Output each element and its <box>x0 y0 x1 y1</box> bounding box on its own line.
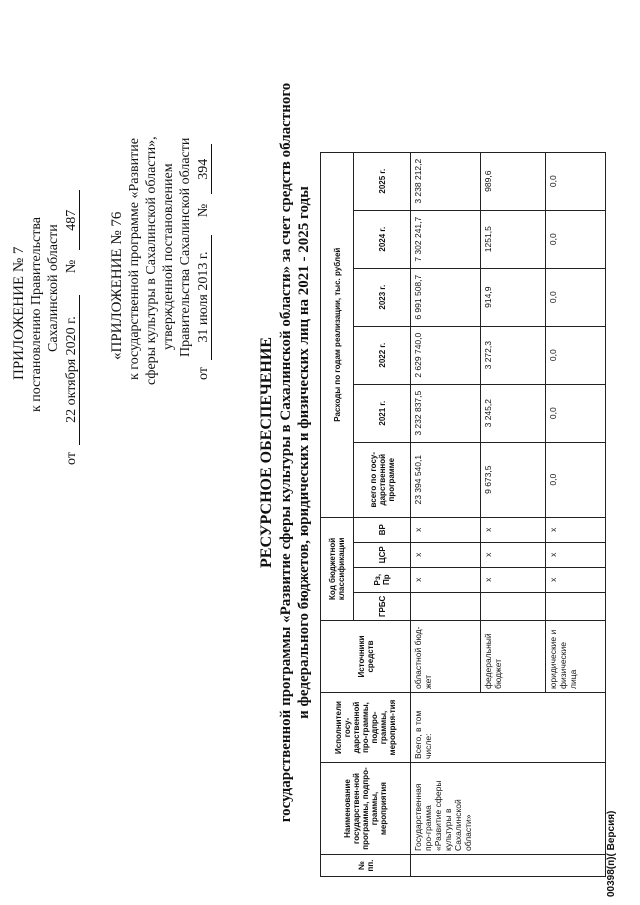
header-2023: 2023 г. <box>354 268 411 326</box>
value-2023: 6 991 508,7 <box>411 268 481 326</box>
header-expenses: Расходы по годам реализации, тыс. рублей <box>321 152 354 517</box>
header-2022: 2022 г. <box>354 326 411 384</box>
value-2021: 0,0 <box>546 384 606 442</box>
vr-cell: x <box>411 517 481 542</box>
header-executor: Исполнители госу-дарственной про-граммы, подпро-граммы, мероприя-тия <box>321 693 411 763</box>
rzpr-cell: x <box>546 567 606 592</box>
value-2022: 3 272,3 <box>481 326 546 384</box>
header-budget-code: Код бюджетной классификации <box>321 517 354 620</box>
vr-cell: x <box>546 517 606 542</box>
total-cell: 23 394 540,1 <box>411 442 481 517</box>
header-row-1 <box>321 152 354 876</box>
csr-cell: x <box>481 542 546 567</box>
source-cell: областной бюд-жет <box>411 621 481 693</box>
from-label: от <box>196 367 211 380</box>
header-total: всего по госу-дарственной программе <box>354 442 411 517</box>
value-2025: 0,0 <box>546 152 606 210</box>
document-subtitle-1: государственной программы «Развитие сферы культуры в Сахалинской области» за счет средств областного <box>278 82 294 823</box>
appendix-title: ПРИЛОЖЕНИЕ № 7 <box>11 246 27 380</box>
appendix-line1: к постановлению Правительства <box>29 216 44 412</box>
resource-table <box>320 152 606 877</box>
vr-cell: x <box>481 517 546 542</box>
header-grbs: ГРБС <box>354 592 411 620</box>
document-title: РЕСУРСНОЕ ОБЕСПЕЧЕНИЕ <box>258 337 275 568</box>
grbs-cell <box>481 592 546 620</box>
orig-appendix-line1: к государственной программе «Развитие <box>127 138 142 380</box>
header-vr: ВР <box>354 517 411 542</box>
grbs-cell <box>411 592 481 620</box>
header-csr: ЦСР <box>354 542 411 567</box>
total-cell: 0,0 <box>546 442 606 517</box>
orig-appendix-date: 31 июля 2013 г. <box>197 235 212 360</box>
value-2021: 3 232 837,5 <box>411 384 481 442</box>
value-2025: 3 238 212,2 <box>411 152 481 210</box>
value-2024: 0,0 <box>546 210 606 268</box>
orig-appendix-number: 394 <box>197 144 212 194</box>
value-2025: 989,6 <box>481 152 546 210</box>
value-2024: 7 302 241,7 <box>411 210 481 268</box>
header-source: Источники средств <box>321 621 411 693</box>
orig-appendix-from-line <box>197 144 212 380</box>
rzpr-cell: x <box>411 567 481 592</box>
value-2022: 0,0 <box>546 326 606 384</box>
orig-appendix-line2: сферы культуры в Сахалинской области», <box>144 136 159 385</box>
header-rzpr: Рз, Пр <box>354 567 411 592</box>
orig-appendix-line3: утвержденной постановлением <box>161 163 176 350</box>
table-row <box>411 152 481 876</box>
program-executor: Всего, в том числе: <box>411 693 606 763</box>
document-subtitle-2: и федерального бюджетов, юридических и физических лиц на 2021 - 2025 годы <box>296 186 312 719</box>
orig-appendix-line4: Правительства Сахалинской области <box>178 137 193 357</box>
program-name: Государственная про-грамма «Развитие сферы культуры в Сахалинской области» <box>411 763 606 855</box>
value-2024: 1251,5 <box>481 210 546 268</box>
number-label: № <box>196 203 211 218</box>
from-label: от <box>64 452 79 465</box>
header-num: № пп. <box>321 855 411 877</box>
value-2022: 2 629 740,0 <box>411 326 481 384</box>
appendix-line2: Сахалинской области <box>46 224 61 352</box>
rzpr-cell: x <box>481 567 546 592</box>
csr-cell: x <box>546 542 606 567</box>
source-cell: федеральный бюджет <box>481 621 546 693</box>
value-2023: 914,9 <box>481 268 546 326</box>
appendix-number: 487 <box>65 190 80 250</box>
document-footer: 00398(п)( Версия) <box>606 810 617 897</box>
value-2023: 0,0 <box>546 268 606 326</box>
header-2021: 2021 г. <box>354 384 411 442</box>
grbs-cell <box>546 592 606 620</box>
orig-appendix-title: «ПРИЛОЖЕНИЕ № 76 <box>109 211 125 360</box>
row-number <box>411 855 606 877</box>
header-2024: 2024 г. <box>354 210 411 268</box>
value-2021: 3 245,2 <box>481 384 546 442</box>
csr-cell: x <box>411 542 481 567</box>
total-cell: 9 673,5 <box>481 442 546 517</box>
appendix-date: 22 октября 2020 г. <box>65 295 80 445</box>
header-2025: 2025 г. <box>354 152 411 210</box>
appendix-from-line <box>65 190 80 465</box>
source-cell: юридические и физические лица <box>546 621 606 693</box>
number-label: № <box>64 259 79 274</box>
header-name: Наименование государствен-ной программы, подпро-граммы, мероприятия <box>321 763 411 855</box>
